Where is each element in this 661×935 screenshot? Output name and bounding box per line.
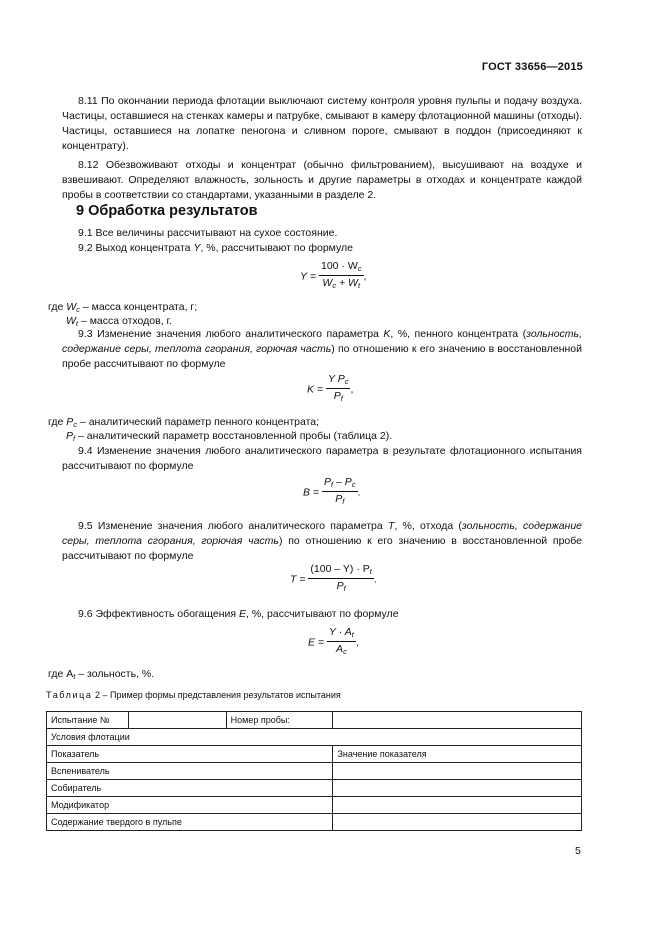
formula-e: E = $\frac{Y \cdot A_t}{A_c}$ ,	[308, 626, 359, 656]
table-2-caption: Таблица 2 – Пример формы представления результатов испытания	[46, 690, 341, 700]
row-label: Вспениватель	[47, 763, 333, 780]
indicator-header: Показатель	[47, 746, 333, 763]
paragraph-9-6: 9.6 Эффективность обогащения E, %, рассчитывают по формуле	[78, 608, 399, 620]
where-wt: $W_t$ – масса отходов, г.	[66, 315, 173, 328]
table-row	[47, 814, 582, 831]
table-row	[47, 729, 582, 746]
table-row	[47, 746, 582, 763]
row-value	[333, 814, 582, 831]
row-value	[333, 763, 582, 780]
test-number-label: Испытание №	[47, 712, 129, 729]
document-code: ГОСТ 33656—2015	[481, 61, 583, 73]
section-9-title: 9 Обработка результатов	[76, 203, 258, 219]
where-at: где $A_t$ – зольность, %.	[48, 668, 155, 681]
where-wc: где $W_c$ – масса концентрата, г;	[48, 301, 198, 314]
formula-b: B = $\frac{P_f - P_c}{P_f}$ .	[303, 476, 361, 506]
paragraph-9-3: 9.3 Изменение значения любого аналитического параметра K, %, пенного концентрата (зольность, содержание серы, теплота сгорания, горючая часть) по отношению к его значению в восстановленной пробе рассчитывают по формуле	[62, 328, 582, 370]
test-number-cell	[128, 712, 226, 729]
where-pc: где $P_c$ – аналитический параметр пенного концентрата;	[48, 416, 320, 429]
row-label: Модификатор	[47, 797, 333, 814]
page-number: 5	[575, 845, 581, 857]
formula-t: T = $\frac{(100 - Y) \cdot P_t}{P_f}$ .	[290, 563, 377, 593]
row-value	[333, 797, 582, 814]
where-pf: $P_f$ – аналитический параметр восстановленной пробы (таблица 2).	[66, 430, 393, 443]
paragraph-9-4: 9.4 Изменение значения любого аналитического параметра в результате флотационного испытания рассчитывают по формуле	[62, 445, 582, 472]
paragraph-8-11: 8.11 По окончании периода флотации выключают систему контроля уровня пульпы и подачу воздуха. Частицы, оставшиеся на стенках камеры и патрубке, смывают в камеру флотационной машины (отходы). Частицы, оставшиеся на лопатке пеногона и сливном пороге, смывают в поддон (присоединяют к концентрату).	[62, 95, 582, 152]
paragraph-9-2: 9.2 Выход концентрата Y, %, рассчитывают по формуле	[78, 242, 353, 254]
paragraph-9-1: 9.1 Все величины рассчитывают на сухое состояние.	[78, 227, 338, 239]
row-value	[333, 780, 582, 797]
flotation-conditions: Условия флотации	[47, 729, 582, 746]
table-row	[47, 797, 582, 814]
paragraph-8-12: 8.12 Обезвоживают отходы и концентрат (обычно фильтрованием), высушивают на воздухе и взвешивают. Определяют влажность, зольность и другие параметры в отходах и концентрате каждой пробы в соответствии со стандартами, указанными в разделе 2.	[62, 159, 582, 201]
formula-k: K = $\frac{Y P_c}{P_f}$ ,	[307, 373, 354, 403]
sample-number-cell	[333, 712, 582, 729]
sample-number-label: Номер пробы:	[226, 712, 333, 729]
formula-yield: Y = $\frac{100 \cdot W_c}{W_c + W_t}$ ,	[300, 260, 367, 290]
row-label: Содержание твердого в пульпе	[47, 814, 333, 831]
table-row	[47, 763, 582, 780]
table-row	[47, 712, 582, 729]
results-table	[46, 711, 582, 831]
row-label: Собиратель	[47, 780, 333, 797]
paragraph-9-5: 9.5 Изменение значения любого аналитического параметра T, %, отхода (зольность, содержание серы, теплота сгорания, горючая часть) по отношению к его значению в восстановленной пробе рассчитывают по формуле	[62, 520, 583, 562]
indicator-value-header: Значение показателя	[333, 746, 582, 763]
table-row	[47, 780, 582, 797]
